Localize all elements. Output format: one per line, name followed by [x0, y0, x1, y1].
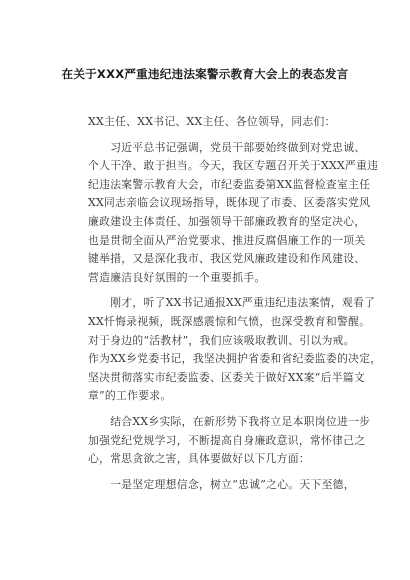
paragraph-line: 对于身边的“活教材”，我们应该吸取教训、引以为戒。	[88, 333, 355, 347]
spacer	[88, 406, 348, 413]
paragraph-line: 刚才，听了XX书记通报XX严重违纪违法案情，观看了	[88, 296, 376, 310]
paragraph-line: 个人干净、敢于担当。今天，我区专题召开关于XXX严重违	[88, 159, 379, 173]
paragraph-line: 廉政建设主体责任、加强领导干部廉政教育的坚定决心，	[88, 214, 366, 228]
document-title: 在关于XXX严重违纪违法案警示教育大会上的表态发言	[61, 67, 349, 81]
paragraph-line: XX忏悔录视频，既深感震惊和气愤，也深受教育和警醒。	[88, 314, 371, 328]
paragraph-line: 心，常思贪欲之害，具体要做好以下几方面：	[88, 452, 310, 466]
spacer	[88, 287, 348, 294]
paragraph-line: 键举措，又是深化我市、我区党风廉政建设和作风建设、	[88, 252, 366, 266]
paragraph-line: 坚决贯彻落实市纪委监委、区委关于做好XX案“后半篇文	[88, 370, 366, 384]
paragraph-line: 结合XX乡实际，在新形势下我将立足本职岗位进一步	[88, 414, 371, 428]
paragraph-line: 一是坚定理想信念，树立“忠诚”之心。天下至德，	[88, 477, 355, 491]
paragraph-line: 习近平总书记强调，党员干部要始终做到对党忠诚、	[88, 140, 366, 154]
paragraph-line: XX同志亲临会议现场指导，既体现了市委、区委落实党风	[88, 196, 371, 210]
paragraph-line: 加强党纪党规学习，不断提高自身廉政意识，常怀律己之	[88, 433, 366, 447]
salutation: XX主任、XX书记、XX主任、各位领导，同志们：	[88, 115, 336, 128]
paragraph-line: 作为XX乡党委书记，我坚决拥护省委和省纪委监委的决定，	[88, 352, 382, 366]
spacer	[88, 469, 348, 476]
paragraph-line: 也是贯彻全面从严治党要求、推进反腐倡廉工作的一项关	[88, 233, 366, 247]
paragraph-line: 营造廉洁良好氛围的一个重要抓手。	[88, 270, 266, 284]
document-body	[88, 113, 382, 494]
paragraph-line: 纪违法案警示教育大会，市纪委监委第XX监督检查室主任	[88, 177, 371, 191]
spacer	[88, 132, 348, 139]
paragraph-line: 章”的工作要求。	[88, 389, 172, 403]
